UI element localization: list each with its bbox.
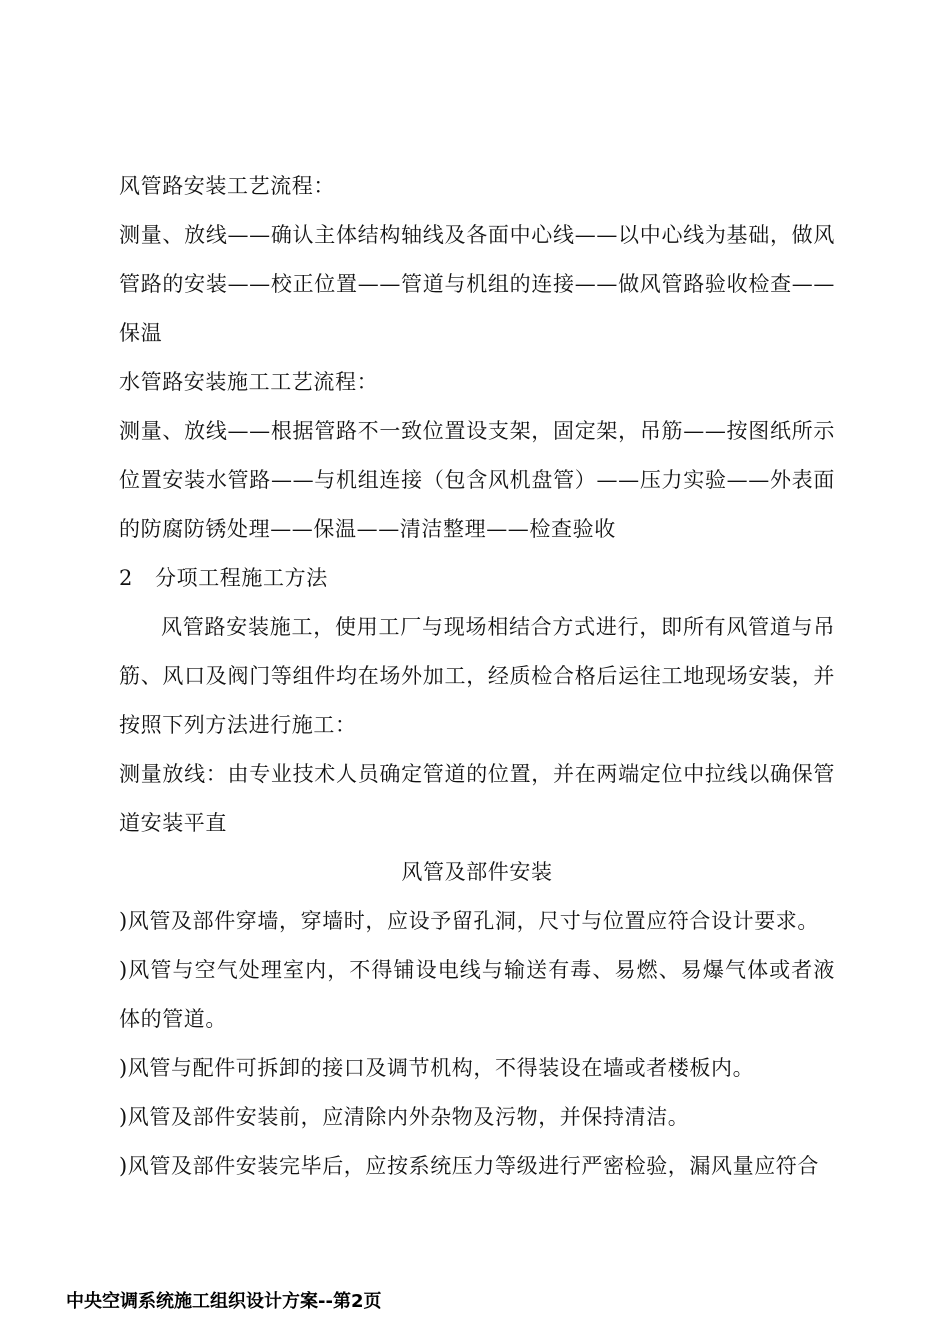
paragraph-water-pipe-flow-title: 水管路安装施工工艺流程： [119,370,379,394]
list-item: )风管及部件安装完毕后，应按系统压力等级进行严密检验，漏风量应符合 [119,1154,819,1178]
document-body [119,162,835,1191]
paragraph-air-duct-flow-steps: 测量、放线——确认主体结构轴线及各面中心线——以中心线为基础，做风管路的安装——校正位置——管道与机组的连接——做风管路验收检查——保温 [119,223,835,345]
section-title: 分项工程施工方法 [155,566,328,590]
paragraph-water-pipe-flow-steps: 测量、放线——根据管路不一致位置设支架，固定架，吊筋——按图纸所示位置安装水管路——与机组连接（包含风机盘管）——压力实验——外表面的防腐防锈处理——保温——清洁整理——检查验收 [119,419,835,541]
list-item: )风管及部件安装前，应清除内外杂物及污物，并保持清洁。 [119,1105,690,1129]
list-item: )风管与空气处理室内，不得铺设电线与输送有毒、易燃、易爆气体或者液体的管道。 [119,958,835,1031]
paragraph-construction-method: 风管路安装施工，使用工厂与现场相结合方式进行，即所有风管道与吊筋、风口及阀门等组件均在场外加工，经质检合格后运往工地现场安装，并按照下列方法进行施工： [119,615,835,737]
page-footer: 中央空调系统施工组织设计方案--第2页 [66,1291,382,1312]
section-heading [119,554,835,603]
subheading: 风管及部件安装 [401,860,553,884]
paragraph-survey-layout: 测量放线：由专业技术人员确定管道的位置，并在两端定位中拉线以确保管道安装平直 [119,762,835,835]
list-item: )风管与配件可拆卸的接口及调节机构，不得装设在墙或者楼板内。 [119,1056,755,1080]
section-number: 2 [119,566,133,590]
paragraph-air-duct-flow-title: 风管路安装工艺流程： [119,174,335,198]
list-item: )风管及部件穿墙，穿墙时，应设予留孔洞，尺寸与位置应符合设计要求。 [119,909,819,933]
